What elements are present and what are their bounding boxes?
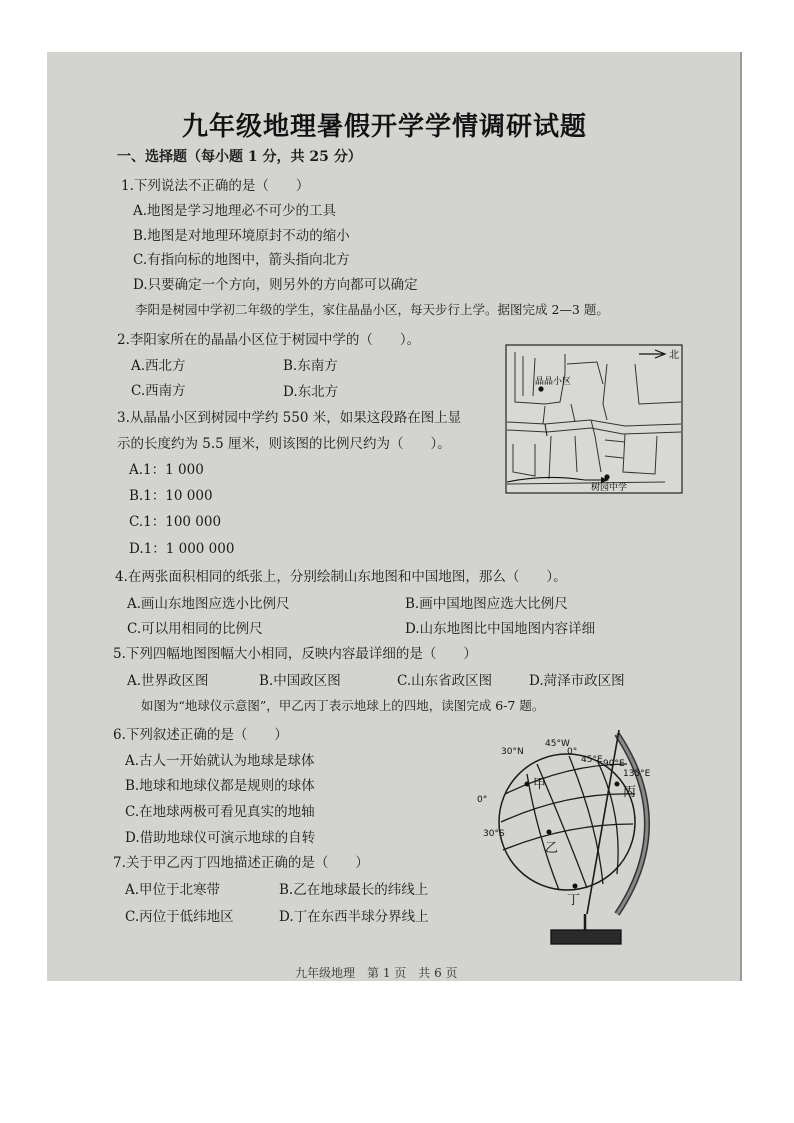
map-north-label: 北 [669,350,679,361]
page-footer: 九年级地理 第 1 页 共 6 页 [295,966,458,980]
q6-option-b[interactable]: B.地球和地球仪都是规则的球体 [125,778,315,794]
q2-stem: 2.李阳家所在的晶晶小区位于树园中学的（ ）。 [117,332,421,348]
globe-lon-45w: 45°W [545,739,570,749]
globe-figure [467,724,657,954]
q4-option-b[interactable]: B.画中国地图应选大比例尺 [405,596,568,612]
globe-lon-90e: 90°E [603,759,625,769]
q5-option-b[interactable]: B.中国政区图 [259,673,341,689]
q7-stem: 7.关于甲乙丙丁四地描述正确的是（ ） [113,855,369,871]
intro-2-3: 李阳是树园中学初二年级的学生，家住晶晶小区，每天步行上学。据图完成 2—3 题。 [135,302,609,317]
intro-6-7: 如图为“地球仪示意图”，甲乙丙丁表示地球上的四地，读图完成 6-7 题。 [141,698,545,713]
q1-stem: 1.下列说法不正确的是（ ） [121,178,310,194]
q1-option-a[interactable]: A.地图是学习地理必不可少的工具 [133,203,337,219]
q3-stem-line2: 示的长度约为 5.5 厘米，则该图的比例尺约为（ ）。 [117,436,451,452]
section-heading: 一、选择题（每小题 1 分，共 25 分） [117,149,362,165]
exam-paper [47,52,742,981]
q7-option-a[interactable]: A.甲位于北寒带 [125,882,221,898]
page-title: 九年级地理暑假开学学情调研试题 [182,112,588,142]
globe-point-bing: 丙 [623,785,637,800]
q5-stem: 5.下列四幅地图图幅大小相同，反映内容最详细的是（ ） [113,646,477,662]
q2-option-b[interactable]: B.东南方 [283,358,338,374]
globe-lat-30n: 30°N [501,747,524,757]
q2-option-d[interactable]: D.东北方 [283,384,339,400]
globe-lat-0: 0° [477,795,488,805]
q6-option-c[interactable]: C.在地球两极可看见真实的地轴 [125,804,315,820]
q6-option-d[interactable]: D.借助地球仪可演示地球的自转 [125,830,316,846]
school-marker [604,474,609,479]
globe-point-jia: 甲 [533,777,547,792]
globe-point-ding: 丁 [567,893,581,908]
q2-option-a[interactable]: A.西北方 [131,358,186,374]
q7-option-b[interactable]: B.乙在地球最长的纬线上 [279,882,429,898]
q1-option-c[interactable]: C.有指向标的地图中，箭头指向北方 [133,252,350,268]
q3-option-b[interactable]: B.1：10 000 [129,488,213,504]
q4-option-d[interactable]: D.山东地图比中国地图内容详细 [405,621,596,637]
q6-option-a[interactable]: A.古人一开始就认为地球是球体 [125,753,315,769]
q1-option-d[interactable]: D.只要确定一个方向，则另外的方向都可以确定 [133,277,418,293]
q5-option-c[interactable]: C.山东省政区图 [397,673,493,689]
globe-lon-135e: 135°E [623,769,651,779]
globe-lon-45e: 45°E [581,755,603,765]
q7-option-d[interactable]: D.丁在东西半球分界线上 [279,909,429,925]
street-map-figure [505,344,683,494]
q3-option-a[interactable]: A.1：1 000 [129,462,204,478]
home-marker [538,386,543,391]
map-school-label: 树园中学 [591,483,628,493]
q1-option-b[interactable]: B.地图是对地理环境原封不动的缩小 [133,228,350,244]
map-home-label: 晶晶小区 [535,377,572,387]
q4-stem: 4.在两张面积相同的纸张上，分别绘制山东地图和中国地图，那么（ ）。 [115,569,567,585]
globe-lon-0: 0° [567,747,578,757]
q6-stem: 6.下列叙述正确的是（ ） [113,727,288,743]
q3-option-d[interactable]: D.1：1 000 000 [129,541,235,557]
globe-lat-30s: 30°S [483,829,505,839]
q3-option-c[interactable]: C.1：100 000 [129,514,222,530]
globe-point-yi: 乙 [545,841,559,856]
q5-option-a[interactable]: A.世界政区图 [127,673,209,689]
q4-option-a[interactable]: A.画山东地图应选小比例尺 [127,596,290,612]
q3-stem-line1: 3.从晶晶小区到树园中学约 550 米，如果这段路在图上显 [117,410,462,426]
q5-option-d[interactable]: D.菏泽市政区图 [529,673,625,689]
q4-option-c[interactable]: C.可以用相同的比例尺 [127,621,263,637]
q7-option-c[interactable]: C.丙位于低纬地区 [125,909,234,925]
q2-option-c[interactable]: C.西南方 [131,383,186,399]
